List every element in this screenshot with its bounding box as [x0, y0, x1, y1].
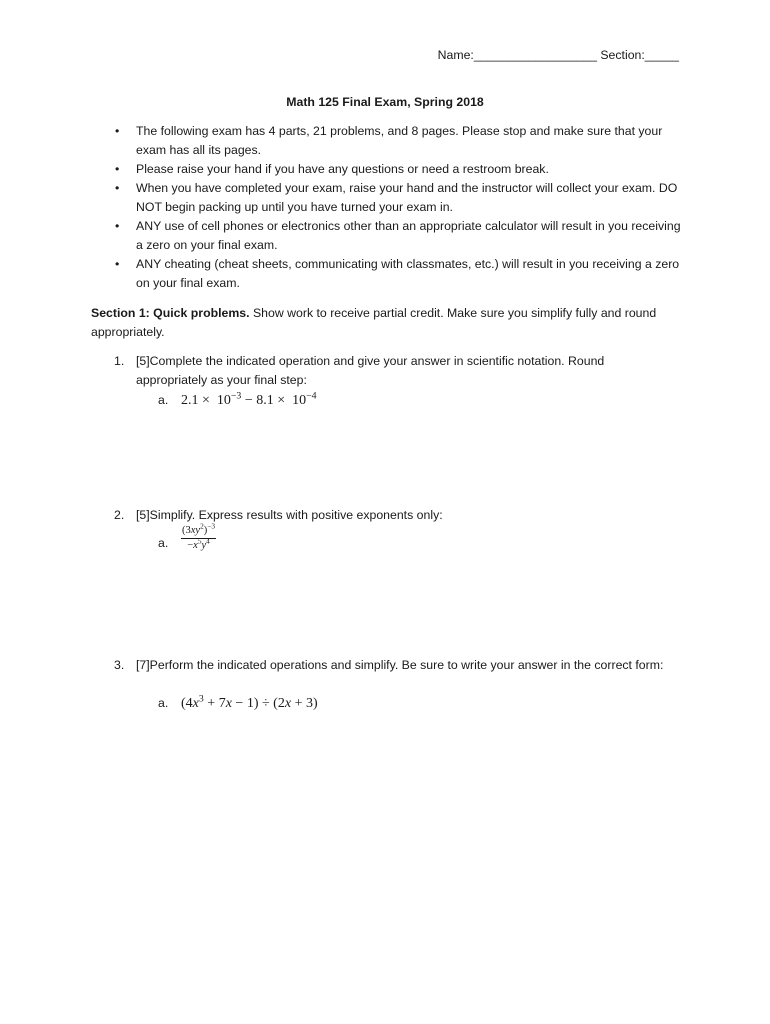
instruction-text: The following exam has 4 parts, 21 problems, and 8 pages. Please stop and make sure that your exam has all its pages. [136, 124, 663, 157]
name-section-line [438, 46, 679, 65]
instruction-item [115, 122, 684, 160]
part-letter: a. [158, 696, 169, 710]
name-blank: __________________ [473, 48, 597, 62]
problem-3 [114, 656, 674, 675]
bullet-icon: • [115, 124, 120, 138]
instruction-item [115, 217, 684, 255]
problem-number: 1. [114, 354, 125, 368]
part-letter: a. [158, 536, 169, 550]
section-label: Section: [600, 48, 645, 62]
instruction-text: When you have completed your exam, raise your hand and the instructor will collect your exam. DO NOT begin packing up until you have turned your exam in. [136, 181, 678, 214]
section-blank: _____ [644, 48, 679, 62]
instruction-item [115, 160, 684, 179]
instructions-list [115, 122, 684, 293]
part-letter: a. [158, 393, 169, 407]
problem-text: [5]Complete the indicated operation and give your answer in scientific notation. Round appropriately as your final step: [136, 354, 605, 387]
problem-2 [114, 506, 674, 525]
instruction-text: ANY use of cell phones or electronics other than an appropriate calculator will result in you receiving a zero on your final exam. [136, 219, 681, 252]
section-1-intro [91, 304, 681, 342]
fraction-expression: $\frac{(3xy^2)^{-3}}{-x^5y^4}$ [182, 521, 216, 551]
instruction-text: Please raise your hand if you have any questions or need a restroom break. [136, 162, 549, 176]
bullet-icon: • [115, 257, 120, 271]
polynomial-division-expression: $(4x^3 + 7x - 1) \div (2x + 3)$ [181, 693, 318, 711]
problem-number: 2. [114, 508, 125, 522]
instruction-item [115, 179, 684, 217]
bullet-icon: • [115, 181, 120, 195]
problem-1 [114, 352, 674, 390]
problem-text: [7]Perform the indicated operations and simplify. Be sure to write your answer in the correct form: [136, 658, 664, 672]
instruction-item [115, 255, 684, 293]
problem-number: 3. [114, 658, 125, 672]
problem-text: [5]Simplify. Express results with positive exponents only: [136, 508, 443, 522]
bullet-icon: • [115, 219, 120, 233]
section-1-heading: Section 1: Quick problems. [91, 306, 250, 320]
bullet-icon: • [115, 162, 120, 176]
instruction-text: ANY cheating (cheat sheets, communicating with classmates, etc.) will result in you receiving a zero on your final exam. [136, 257, 680, 290]
scientific-notation-expression: $2.1 \times 10^{-3} - 8.1 \times 10^{-4}$ [181, 390, 317, 408]
name-label: Name: [437, 48, 474, 62]
section-1-text: Show work to receive partial credit. Make sure you simplify fully and round appropriately. [91, 306, 657, 339]
page-title: Math 125 Final Exam, Spring 2018 [286, 95, 484, 109]
